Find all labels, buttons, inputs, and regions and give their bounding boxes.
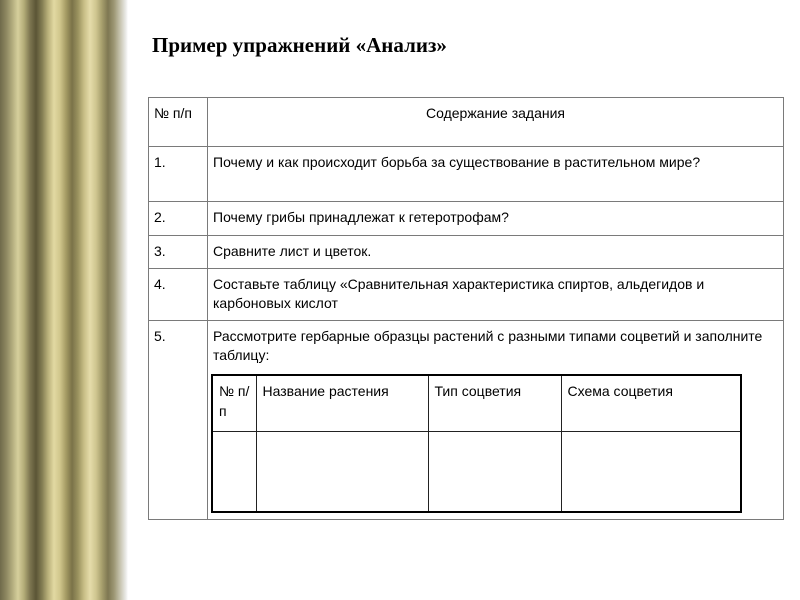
row-text: Почему грибы принадлежат к гетеротрофам?	[208, 202, 784, 236]
table-row	[149, 268, 784, 320]
row-num: 2.	[149, 202, 208, 236]
inner-empty-cell[interactable]	[256, 431, 428, 512]
header-num-cell: № п/п	[149, 98, 208, 147]
decorative-curtain-border	[0, 0, 128, 600]
inner-header-row	[212, 375, 741, 432]
table-row	[149, 236, 784, 269]
inner-empty-cell[interactable]	[561, 431, 741, 512]
inner-empty-cell[interactable]	[428, 431, 561, 512]
row-text: Сравните лист и цветок.	[208, 236, 784, 269]
table-row	[149, 147, 784, 202]
table-header-row	[149, 98, 784, 147]
row-text: Почему и как происходит борьба за существование в растительном мире?	[208, 147, 784, 202]
inner-header-inflorescence-type: Тип соцветия	[428, 375, 561, 432]
inner-header-num: № п/п	[212, 375, 256, 432]
row-text: Рассмотрите гербарные образцы растений с разными типами соцветий и заполните таблицу:	[213, 327, 763, 364]
row-num: 4.	[149, 268, 208, 320]
table-row	[149, 320, 784, 519]
table-row	[149, 202, 784, 236]
inner-header-inflorescence-scheme: Схема соцветия	[561, 375, 741, 432]
inflorescence-table	[211, 374, 742, 513]
row-num: 1.	[149, 147, 208, 202]
row-content-cell	[208, 320, 784, 519]
row-text: Составьте таблицу «Сравнительная характеристика спиртов, альдегидов и карбоновых кислот	[208, 268, 784, 320]
row-num: 5.	[149, 320, 208, 519]
tasks-table	[148, 97, 784, 520]
inner-header-plant-name: Название растения	[256, 375, 428, 432]
slide-title: Пример упражнений «Анализ»	[152, 33, 447, 57]
row-num: 3.	[149, 236, 208, 269]
header-content-cell: Содержание задания	[208, 98, 784, 147]
inner-empty-cell[interactable]	[212, 431, 256, 512]
inner-empty-row	[212, 431, 741, 512]
